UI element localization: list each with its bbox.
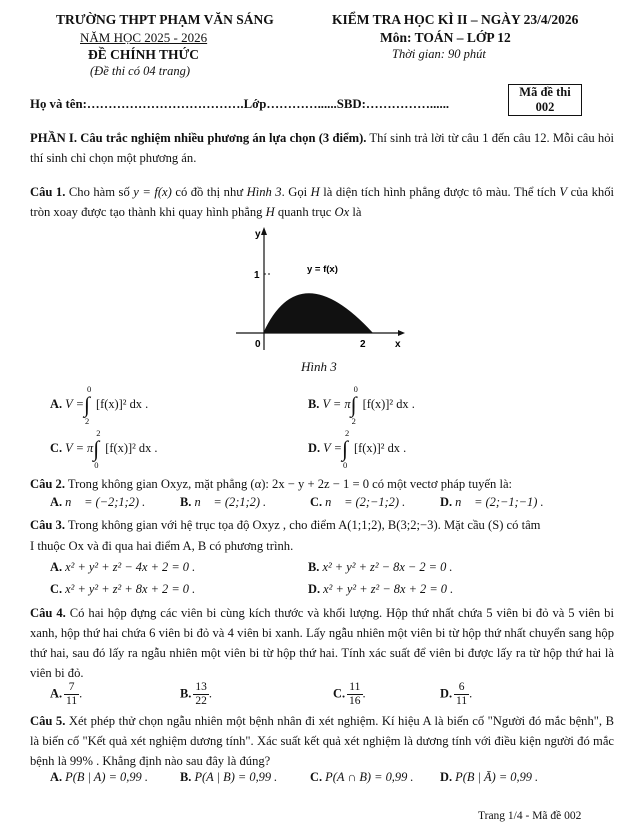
option-label: D. [440,495,453,509]
fraction [64,681,79,708]
q5-option-d[interactable] [440,770,538,785]
page-footer: Trang 1/4 - Mã đề 002 [478,810,582,822]
option-label: B. [308,560,320,574]
q1-text: Cho hàm số [65,185,134,199]
school-year: NĂM HỌC 2025 - 2026 [80,30,208,45]
option-text: x² + y² + z² − 8x − 2 = 0 . [322,560,453,574]
q1-Ox: Ox [334,205,350,219]
q1-V: V [559,185,568,199]
fraction [347,681,363,708]
option-text: n⃗ = (2;1;2) . [194,495,267,509]
exam-title: KIỂM TRA HỌC KÌ II – NGÀY 23/4/2026 [332,12,579,27]
q4-label: Câu 4. [30,606,66,620]
option-integrand: [f(x)]² dx . [353,440,407,455]
q1-text-d: là diện tích hình phẳng được tô màu. Thể tích [319,185,560,199]
option-text: n⃗ = (2;−1;−1) . [455,495,544,509]
q4-option-a[interactable]: A. $\frac{7}{11}$ . [50,681,83,707]
q3-text: Trong không gian với hệ trục tọa độ Oxyz , cho điểm A(1;1;2), B(3;2;−3). Mặt cầu (S) có tâm [65,518,541,532]
q5-option-a[interactable] [50,770,148,785]
integral-sign: ∫ 0 2 [350,384,358,426]
lower-limit: 0 [342,460,348,470]
option-prefix: V = π [65,440,94,455]
denominator: 11 [66,695,78,707]
option-text: P(A | B) = 0,99 . [194,770,278,784]
q1-option-c[interactable] [50,428,158,470]
duration: Thời gian: 90 phút [392,47,486,61]
fraction [454,681,469,708]
option-label: C. [50,582,63,596]
option-text: P(A ∩ B) = 0,99 . [325,770,414,784]
q5-option-b[interactable] [180,770,277,785]
q1-H2: H [265,205,275,219]
pages-note: (Đề thi có 04 trang) [90,64,190,78]
lower-limit: 2 [351,416,356,426]
option-label: D. [308,440,321,455]
denominator: 22 [195,695,207,707]
option-text: P(B | Ā) = 0,99 . [455,770,539,784]
origin-label: 0 [255,339,261,350]
option-label: A. [50,686,63,701]
name-field: Họ và tên:………………………………. [30,97,244,111]
q1-text-b: có đồ thị như [171,185,247,199]
q3-option-d[interactable] [308,582,453,597]
q2-option-d[interactable] [440,495,544,510]
option-prefix: V = π [322,396,351,411]
curve-label: y = f(x) [307,264,338,275]
q4-option-b[interactable]: B. $\frac{13}{22}$ . [180,681,212,707]
option-integrand: [f(x)]² dx . [95,396,149,411]
fraction [193,681,209,708]
question-4 [30,603,614,683]
q2-text: Trong không gian Oxyz, mặt phẳng (α): 2x − y + 2z − 1 = 0 có một vectơ pháp tuyến là: [65,477,513,491]
q1-option-d[interactable] [308,428,407,470]
option-label: B. [308,396,320,411]
part1-title: PHẦN I. Câu trắc nghiệm nhiều phương án lựa chọn (3 điểm). [30,131,367,145]
option-label: D. [440,686,453,701]
option-label: A. [50,495,63,509]
exam-code-label: Mã đề thi [519,85,571,99]
upper-limit: 2 [344,428,350,438]
q2-option-a[interactable] [50,495,145,510]
option-text: x² + y² + z² − 4x + 2 = 0 . [65,560,196,574]
option-label: C. [310,770,323,784]
figure-caption: Hình 3 [301,359,337,374]
upper-limit: 0 [353,384,358,394]
q1-func: y = f(x) [133,185,172,199]
integral-sign: ∫ 0 2 [83,384,92,426]
option-text: x² + y² + z² + 8x + 2 = 0 . [65,582,196,596]
option-text: n⃗ = (2;−1;2) . [325,495,406,509]
question-5 [30,711,614,771]
part1-intro [30,128,614,168]
official-label: ĐỀ CHÍNH THỨC [88,47,200,62]
numerator: 13 [195,681,207,693]
option-label: B. [180,686,192,701]
q1-option-b[interactable] [308,384,415,426]
option-integrand: [f(x)]² dx . [105,440,158,455]
option-label: B. [180,770,192,784]
q1-H: H [310,185,320,199]
class-field: Lớp…………...... [243,97,337,111]
option-label: A. [50,396,63,411]
option-label: D. [308,582,321,596]
sbd-field: SBD:……………...... [336,97,450,111]
q2-option-b[interactable] [180,495,266,510]
option-text: n⃗ = (−2;1;2) . [65,495,146,509]
numerator: 11 [347,681,363,695]
question-3-line2 [30,536,614,556]
option-label: C. [310,495,323,509]
option-label: A. [50,770,63,784]
question-1 [30,182,614,222]
option-integrand: [f(x)]² dx . [362,396,415,411]
numerator: 6 [454,681,469,695]
lower-limit: 2 [84,416,90,426]
subject: Môn: TOÁN – LỚP 12 [380,30,511,45]
upper-limit: 2 [96,428,101,438]
q2-label: Câu 2. [30,477,65,491]
q5-option-c[interactable] [310,770,413,785]
q3-option-c[interactable] [50,582,195,597]
q3-text-2: I thuộc Ox và đi qua hai điểm A, B có phương trình. [30,539,294,553]
upper-limit: 0 [86,384,92,394]
option-label: C. [333,686,346,701]
part1-instructions: Thí sinh trả lời từ câu 1 đến câu 12. Mỗi câu hỏi thí sinh chỉ chọn một phương án. [30,131,614,165]
denominator: 16 [349,695,361,707]
option-text: x² + y² + z² − 8x + 2 = 0 . [323,582,454,596]
question-3 [30,515,614,535]
exam-code-value: 002 [535,100,555,114]
q1-text-e: của khối tròn xoay được tạo thành khi quay hình phẳng [30,185,614,219]
numerator: 7 [64,681,79,695]
q4-option-d[interactable]: D. $\frac{6}{11}$ . [440,681,473,707]
option-label: B. [180,495,192,509]
q5-text: Xét phép thử chọn ngẫu nhiên một bệnh nhân đi xét nghiệm. Kí hiệu A là biến cố "Người đó mắc bệnh", B là biến cố "Kết quả xét nghiệm dương tính". Xác suất kết quả xét nghiệm là dương tính với điều kiện người đó mắc bệnh là 99% . Khẳng định nào sau đây là đúng? [30,714,614,768]
exam-code-box [508,84,582,116]
school-name: TRƯỜNG THPT PHẠM VĂN SÁNG [56,12,274,27]
option-label: C. [50,440,63,455]
x-axis-label: x [395,339,401,350]
question-2 [30,474,614,494]
q3-option-a[interactable] [50,560,195,575]
q1-option-a[interactable] [50,384,149,426]
integral-sign: ∫ 2 0 [93,428,101,470]
lower-limit: 0 [94,460,99,470]
x-tick-label: 2 [360,339,366,350]
option-label: D. [440,770,453,784]
q3-label: Câu 3. [30,518,65,532]
student-info-line [30,97,449,112]
integral-sign: ∫ 2 0 [341,428,350,470]
option-text: P(B | A) = 0,99 . [65,770,148,784]
y-tick-label: 1 [254,270,260,281]
option-prefix: V = [65,396,84,411]
q5-label: Câu 5. [30,714,66,728]
q1-fig-ref: Hình 3 [246,185,282,199]
q3-option-b[interactable] [308,560,453,575]
q4-text: Có hai hộp đựng các viên bi cùng kích thước và khối lượng. Hộp thứ nhất chứa 5 viên bi đỏ và 5 viên bi xanh, hộp thứ hai chứa 6 viên bi đỏ và 4 viên bi xanh. Lấy ngẫu nhiên một viên bi từ hộp thứ nhất chuyển sang hộp thứ hai, sau đó lấy ra ngẫu nhiên một viên bi từ hộp thứ hai. Tính xác suất để viên bi được lấy ra từ hộp thứ hai là viên bi đỏ. [30,606,614,680]
option-prefix: V = [323,440,342,455]
q1-label: Câu 1. [30,185,66,199]
y-axis-label: y [255,229,261,240]
hinh-3-graph [228,226,418,356]
q4-option-c[interactable]: C. $\frac{11}{16}$ . [333,681,366,707]
q2-option-c[interactable] [310,495,405,510]
q1-text-c: . Gọi [281,185,311,199]
option-label: A. [50,560,63,574]
q1-text-g: là [349,205,362,219]
denominator: 11 [456,695,468,707]
q1-text-f: quanh trục [274,205,335,219]
graph-background [228,226,418,356]
